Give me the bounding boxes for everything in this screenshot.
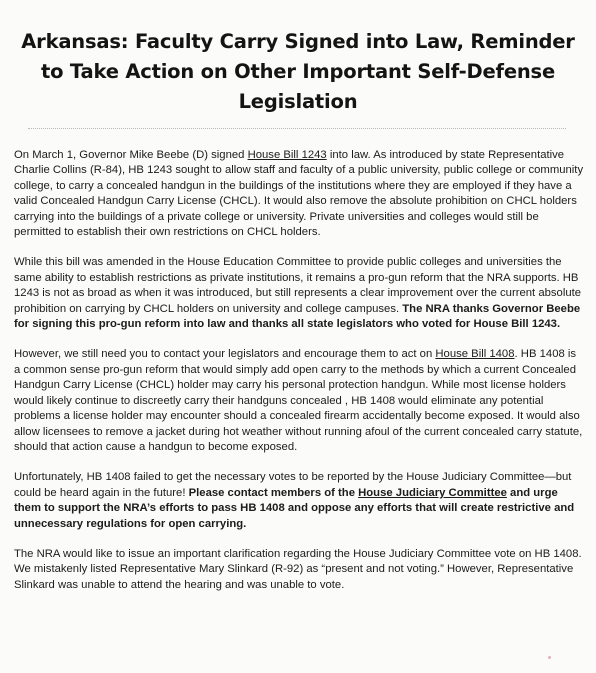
paragraph-4-bold-text-1: Please contact members of the [188, 486, 359, 499]
paragraph-2-bold-text: The NRA thanks Governor Beebe for signing this pro-gun reform into law and thanks all state legislators who voted for House Bill 1243. [14, 302, 581, 331]
house-bill-1243-link[interactable]: House Bill 1243 [247, 149, 327, 161]
paragraph-3-text-b: . HB 1408 is a common sense pro-gun reform that would simply add open carry to the methods by which a current Concealed Handgun Carry License (CHCL) holder may carry his personal protection handgun. While most license holders would likely continue to discreetly carry their handguns concealed , HB 1408 would eliminate any potential problems a license holder may encounter should a concealed firearm accidentally become exposed. It would also allow licensees to remove a jacket during hot weather without running afoul of the current concealed carry statute, should that action cause a handgun to become exposed. [14, 348, 583, 453]
paragraph-1-text-a: On March 1, Governor Mike Beebe (D) signed [14, 149, 248, 161]
article-title: Arkansas: Faculty Carry Signed into Law, Reminder to Take Action on Other Important Self-Defense Legislation [21, 30, 575, 113]
paragraph-5 [14, 547, 584, 593]
paragraph-2-text-a: While this bill was amended in the House Education Committee to provide public colleges and universities the same ability to establish restrictions as private institutions, it remains a pro-gun reform that the NRA supports. HB 1243 is not as broad as when it was introduced, but still represents a clear improvement over the current absolute prohibition on carrying by CHCL holders on university and college campuses. [14, 256, 582, 315]
paragraph-3 [14, 347, 584, 455]
paragraph-3-text-a: However, we still need you to contact your legislators and encourage them to act on [14, 348, 436, 361]
paragraph-4-bold-text-2: and urge them to support the NRA’s efforts to pass HB 1408 and oppose any efforts that will create restrictive and unnecessary regulations for open carrying. [14, 486, 575, 530]
paragraph-1 [14, 148, 584, 240]
paragraph-1-text-b: into law. As introduced by state Representative Charlie Collins (R-84), HB 1243 sought to allow staff and faculty of a public university, public college or community college, to carry a concealed handgun in the buildings of the institutions where they are employed if they have a valid Concealed Handgun Carry License (CHCL). It would also remove the absolute prohibition on CHCL holders carrying into the buildings of a private college or university. Private universities and colleges would still be permitted to establish their own restrictions on CHCL holders. [14, 149, 584, 239]
paragraph-4 [14, 470, 584, 532]
paragraph-5-text-a: The NRA would like to issue an important clarification regarding the House Judiciary Committee vote on HB 1408. We mistakenly listed Representative Mary Slinkard (R-92) as “present and not voting.” However, Representative Slinkard was unable to attend the hearing and was unable to vote. [14, 547, 582, 591]
scan-speck [548, 656, 551, 659]
title-divider [28, 128, 566, 129]
article-body [14, 148, 584, 593]
paragraph-2 [14, 255, 584, 332]
house-bill-1408-link[interactable]: House Bill 1408 [435, 348, 515, 361]
house-judiciary-committee-link[interactable]: House Judiciary Committee [358, 486, 507, 499]
paragraph-4-text-a: Unfortunately, HB 1408 failed to get the necessary votes to be reported by the House Judiciary Committee—but could be heard again in the future! [14, 471, 572, 499]
